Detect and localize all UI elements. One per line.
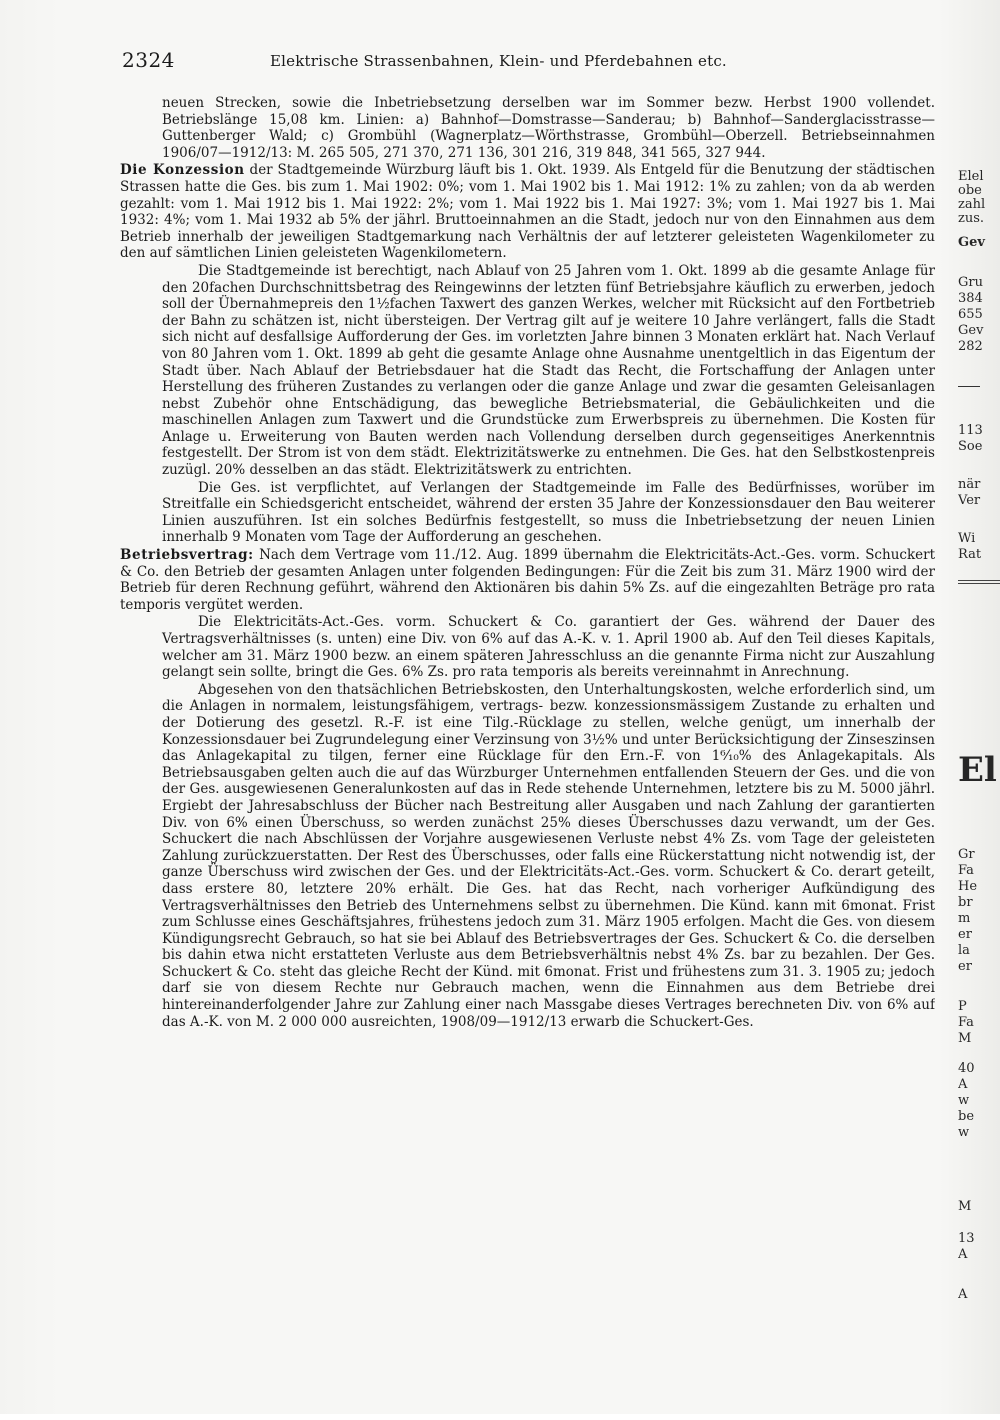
edge-fragment: la: [958, 943, 970, 958]
adjacent-page-edge: [958, 160, 1000, 1420]
edge-fragment: Wi: [958, 531, 976, 546]
edge-fragment: be: [958, 1109, 975, 1124]
edge-fragment: He: [958, 879, 978, 894]
section-heading-betriebsvertrag: Betriebsvertrag:: [120, 547, 254, 564]
edge-fragment: Gev: [958, 235, 985, 250]
edge-fragment: A: [958, 1287, 968, 1302]
edge-fragment: Gr: [958, 847, 975, 862]
paragraph-text: Nach dem Vertrage vom 11./12. Aug. 1899 übernahm die Elektricitäts-Act.-Ges. vorm. Schuckert & Co. den Betrieb der gesamten Anlagen unter folgenden Bedingungen: Für die Zeit bis zum 31. März 1900 wird der Betrieb für deren Rechnung geführt, während den Aktionären bis dahin 5% Zs. auf die eingezahlten Beträge pro rata temporis vergütet werden.: [120, 547, 935, 613]
edge-fragment: Soe: [958, 439, 983, 454]
edge-fragment: A: [958, 1077, 968, 1092]
section-heading-konzession: Die Konzession: [120, 162, 245, 179]
paragraph-intro: [120, 95, 935, 161]
edge-fragment: Fa: [958, 863, 974, 878]
edge-rule: [958, 580, 1000, 581]
paragraph-text: Die Ges. ist verpflichtet, auf Verlangen der Stadtgemeinde im Falle des Bedürfnisses, worüber im Streitfalle ein Schiedsgericht entscheidet, während der ersten 35 Jahre der Konzessionsdauer den Bau weiterer Linien auszuführen. Ist ein solches Bedürfnis festgestellt, so muss die Inbetriebsetzung der neuen Linien innerhalb 9 Monaten vom Tage der Aufforderung an geschehen.: [162, 479, 935, 546]
main-text-column: [120, 95, 935, 1400]
edge-fragment: er: [958, 927, 972, 942]
edge-fragment: er: [958, 959, 972, 974]
edge-fragment: zahl: [958, 197, 986, 212]
edge-fragment: M: [958, 1031, 972, 1046]
edge-fragment: Elel: [958, 169, 984, 184]
edge-fragment: obe: [958, 183, 982, 198]
edge-fragment: zus.: [958, 211, 985, 226]
paragraph-text: Die Stadtgemeinde ist berechtigt, nach Ablauf von 25 Jahren vom 1. Okt. 1899 ab die gesamte Anlage für den 20fachen Durchschnittsbetrag des Reingewinns der letzten fünf Betriebsjahre käuflich zu erwerben, jedoch soll der Übernahmepreis den 1½fachen Taxwert des ganzen Werkes, welcher mit Rücksicht auf den Fortbetrieb der Bahn zu schätzen ist, nicht übersteigen. Der Vertrag gilt auf je weitere 10 Jahre verlängert, falls die Stadt sich nicht auf desfallsige Aufforderung der Ges. im vorletzten Jahre binnen 3 Monaten erklärt hat. Nach Verlauf von 80 Jahren vom 1. Okt. 1899 ab geht die gesamte Anlage ohne Ausnahme unentgeltlich in das Eigentum der Stadt über. Nach Ablauf der Betriebsdauer hat die Stadt das Recht, die Fortschaffung der Anlagen unter Herstellung des früheren Zustandes zu verlangen oder die ganze Anlage und zwar die gesamten Geleisanlagen nebst Zubehör ohne Entschädigung, das bewegliche Betriebsmaterial, die Gebäulichkeiten und die maschinellen Anlagen zum Taxwert und die Grundstücke zum Erwerbspreis zu übernehmen. Die Kosten für Anlage u. Erweiterung von Bauten werden nach Vollendung derselben durch gegenseitiges Anerkenntnis festgestellt. Der Strom ist von dem städt. Elektrizitätswerke zu entnehmen. Die Ges. hat den Selbstkostenpreis zuzügl. 20% desselben an das städt. Elektrizitätswerk zu entrichten.: [162, 262, 935, 479]
edge-fragment: P: [958, 999, 967, 1014]
edge-fragment: 384: [958, 291, 983, 306]
page-number: 2324: [122, 48, 175, 72]
edge-fragment: br: [958, 895, 973, 910]
running-header: Elektrische Strassenbahnen, Klein- und Pferdebahnen etc.: [270, 52, 727, 70]
edge-fragment: när: [958, 477, 981, 492]
edge-fragment: w: [958, 1125, 970, 1140]
edge-fragment: Fa: [958, 1015, 974, 1030]
edge-fragment: Gru: [958, 275, 983, 290]
paragraph-verpflichtung: [120, 480, 935, 546]
paragraph-text: der Stadtgemeinde Würzburg läuft bis 1. Okt. 1939. Als Entgeld für die Benutzung der städtischen Strassen hatte die Ges. bis zum 1. Mai 1902: 0%; vom 1. Mai 1902 bis 1. Mai 1912: 1% zu zahlen; von da ab werden gezahlt: vom 1. Mai 1912 bis 1. Mai 1922: 2%; vom 1. Mai 1922 bis 1. Mai 1927: 3%; vom 1. Mai 1927 bis 1. Mai 1932: 4%; vom 1. Mai 1932 ab 5% der jährl. Bruttoeinnahmen an die Stadt, jedoch nur von den Einnahmen aus dem Betrieb innerhalb der jeweiligen Stadtgemarkung nach Verhältnis der auf letzterer geleisteten Wagenkilometer zu den auf sämtlichen Linien geleisteten Wagenkilometern.: [120, 162, 935, 262]
paragraph-betriebsvertrag: [120, 547, 935, 613]
edge-fragment: 40: [958, 1061, 975, 1076]
paragraph-garantie: [120, 614, 935, 680]
paragraph-text: Die Elektricitäts-Act.-Ges. vorm. Schuckert & Co. garantiert der Ges. während der Dauer des Vertragsverhältnisses (s. unten) eine Div. von 6% auf das A.-K. v. 1. April 1900 ab. Auf den Teil dieses Kapitals, welcher am 31. März 1900 bezw. an einem späteren Jahresschluss an die genannte Firma nicht zur Auszahlung gelangt sein sollte, bringt die Ges. 6% Zs. pro rata temporis als bereits vereinnahmt in Anrechnung.: [162, 614, 935, 681]
edge-fragment: El: [958, 750, 997, 790]
paragraph-text: Abgesehen von den thatsächlichen Betriebskosten, den Unterhaltungskosten, welche erforderlich sind, um die Anlagen in normalem, leistungsfähigem, vertrags- bezw. konzessionsmässigem Zustande zu erhalten und der Dotierung des gesetzl. R.-F. ist eine Tilg.-Rücklage zu stellen, welche genügt, um innerhalb der Konzessionsdauer bei Zugrundelegung einer Verzinsung von 3½% und unter Berücksichtigung der Zinseszinsen das Anlagekapital zu tilgen, ferner eine Rücklage für den Ern.-F. von 1⁶⁄₁₀% des Anlagekapitals. Als Betriebsausgaben gelten auch die auf das Würzburger Unternehmen entfallenden Steuern der Ges. und die von der Ges. ausgewiesenen Generalunkosten auf das in Rede stehende Unternehmen, letztere bis zu M. 5000 jährl. Ergiebt der Jahresabschluss der Bücher nach Bestreitung aller Ausgaben und nach Zahlung der garantierten Div. von 6% einen Überschuss, so werden zunächst 25% dieses Überschusses dazu verwandt, um der Ges. Schuckert die nach Abschlüssen der Vorjahre ausgewiesenen Verluste nebst 4% Zs. vom Tage der geleisteten Zahlung zurückzuerstatten. Der Rest des Überschusses, oder falls eine Rückerstattung nicht notwendig ist, der ganze Überschuss wird zwischen der Ges. und der Elektricitäts-Act.-Ges. vorm. Schuckert & Co. derart geteilt, dass erstere 80, letztere 20% erhält. Die Ges. hat das Recht, nach vorheriger Aufkündigung des Vertragsverhältnisses den Betrieb des Unternehmens selbst zu übernehmen. Die Künd. kann mit 6monat. Frist zum Schlusse eines Geschäftsjahres, frühestens jedoch zum 31. März 1905 erfolgen. Macht die Ges. von diesem Kündigungsrecht Gebrauch, so hat sie bei Ablauf des Betriebsvertrages der Ges. Schuckert & Co. die derselben bis dahin etwa nicht erstatteten Verluste aus dem Betriebsverhältnis nebst 4% Zs. bar zu bezahlen. Der Ges. Schuckert & Co. steht das gleiche Recht der Künd. mit 6monat. Frist und frühestens zum 31. 3. 1905 zu; jedoch darf sie von diesem Rechte nur Gebrauch machen, wenn die Einnahmen aus dem Betriebe drei hintereinanderfolgender Jahre zur Zahlung einer nach Massgabe dieses Vertrages berechneten Div. von 6% auf das A.-K. von M. 2 000 000 ausreichten, 1908/09—1912/13 erwarb die Schuckert-Ges.: [162, 681, 935, 1030]
edge-fragment: A: [958, 1247, 968, 1262]
edge-fragment: 113: [958, 423, 983, 438]
edge-fragment: 13: [958, 1231, 975, 1246]
paragraph-betriebskosten: [120, 682, 935, 1030]
edge-fragment: Rat: [958, 547, 982, 562]
edge-fragment: M: [958, 1199, 972, 1214]
edge-fragment: 282: [958, 339, 983, 354]
edge-fragment: w: [958, 1093, 970, 1108]
edge-fragment: Gev: [958, 323, 984, 338]
edge-rule: [958, 583, 1000, 584]
edge-dash: [958, 386, 980, 387]
paragraph-text: neuen Strecken, sowie die Inbetriebsetzung derselben war im Sommer bezw. Herbst 1900 vollendet. Betriebslänge 15,08 km. Linien: a) Bahnhof—Domstrasse—Sanderau; b) Bahnhof—Sanderglacisstrasse—Guttenberger Wald; c) Grombühl (Wagnerplatz—Wörthstrasse, Grombühl—Oberzell. Betriebseinnahmen 1906/07—1912/13: M. 265 505, 271 370, 271 136, 301 216, 319 848, 341 565, 327 944.: [162, 95, 935, 161]
edge-fragment: m: [958, 911, 971, 926]
edge-fragment: 655: [958, 307, 983, 322]
paragraph-stadtgemeinde: [120, 263, 935, 479]
edge-fragment: Ver: [958, 493, 981, 508]
paragraph-konzession: [120, 162, 935, 262]
